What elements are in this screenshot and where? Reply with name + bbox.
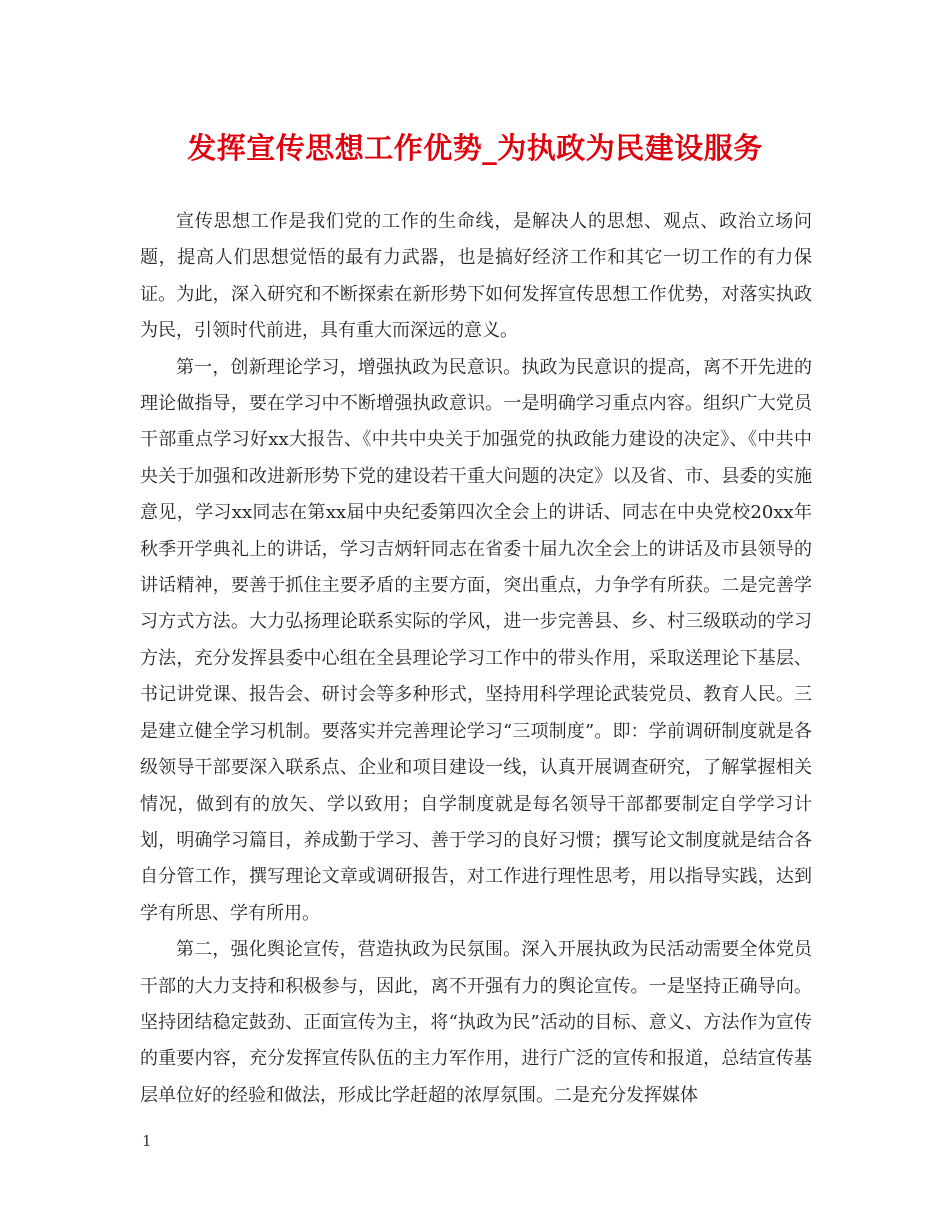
paragraph-intro: 宣传思想工作是我们党的工作的生命线，是解决人的思想、观点、政治立场问题，提高人们思想觉悟的最有力武器，也是搞好经济工作和其它一切工作的有力保证。为此，深入研究和不断探索在新形势下如何发挥宣传思想工作优势，对落实执政为民，引领时代前进，具有重大而深远的意义。 — [140, 211, 812, 342]
page-number: 1 — [142, 1132, 152, 1150]
paragraph-second-point: 第二，强化舆论宣传，营造执政为民氛围。深入开展执政为民活动需要全体党员干部的大力支持和积极参与，因此，离不开强有力的舆论宣传。一是坚持正确导向。坚持团结稳定鼓劲、正面宣传为主，将“执政为民”活动的目标、意义、方法作为宣传的重要内容，充分发挥宣传队伍的主力军作用，进行广泛的宣传和报道，总结宣传基层单位好的经验和做法，形成比学赶超的浓厚氛围。二是充分发挥媒体 — [140, 939, 812, 1106]
document-title: 发挥宣传思想工作优势_为执政为民建设服务 — [187, 131, 763, 165]
paragraph-first-point: 第一，创新理论学习，增强执政为民意识。执政为民意识的提高，离不开先进的理论做指导，要在学习中不断增强执政意识。一是明确学习重点内容。组织广大党员干部重点学习好xx大报告、《中共中央关于加强党的执政能力建设的决定》、《中共中央关于加强和改进新形势下党的建设若干重大问题的决定》以及省、市、县委的实施意见，学习xx同志在第xx届中央纪委第四次全会上的讲话、同志在中央党校20xx年秋季开学典礼上的讲话，学习吉炳轩同志在省委十届九次全会上的讲话及市县领导的讲话精神，要善于抓住主要矛盾的主要方面，突出重点，力争学有所获。二是完善学习方式方法。大力弘扬理论联系实际的学风，进一步完善县、乡、村三级联动的学习方法，充分发挥县委中心组在全县理论学习工作中的带头作用，采取送理论下基层、书记讲党课、报告会、研讨会等多种形式，坚持用科学理论武装党员、教育人民。三是建立健全学习机制。要落实并完善理论学习“三项制度”。即：学前调研制度就是各级领导干部要深入联系点、企业和项目建设一线，认真开展调查研究，了解掌握相关情况，做到有的放矢、学以致用；自学制度就是每名领导干部都要制定自学学习计划，明确学习篇目，养成勤于学习、善于学习的良好习惯；撰写论文制度就是结合各自分管工作，撰写理论文章或调研报告，对工作进行理性思考，用以指导实践，达到学有所思、学有所用。 — [140, 356, 812, 924]
document-body — [140, 204, 812, 1114]
